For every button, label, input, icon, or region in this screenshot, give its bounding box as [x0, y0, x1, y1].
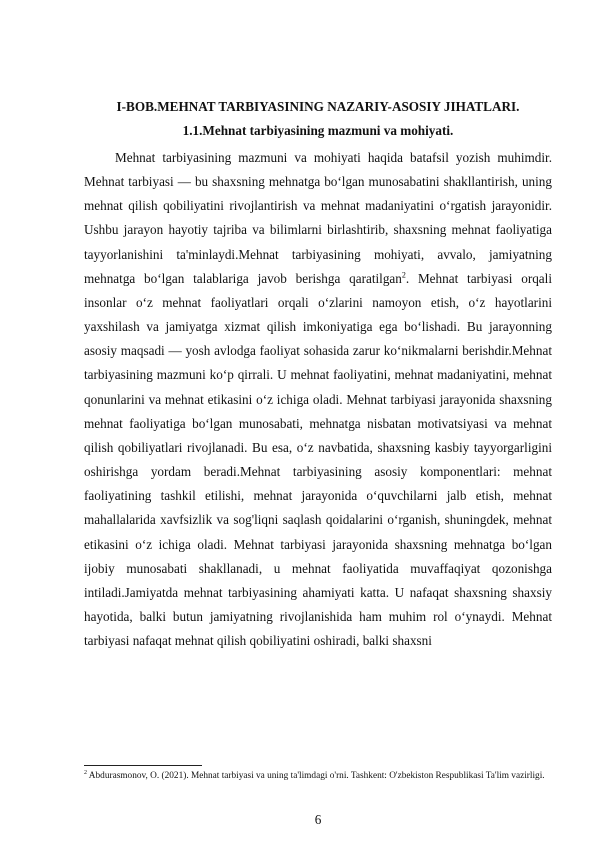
body-paragraph	[84, 146, 552, 653]
footnote-number: 2	[84, 769, 87, 776]
section-title: 1.1.Mehnat tarbiyasining mazmuni va mohiyati.	[182, 123, 454, 138]
page-number: 6	[314, 812, 322, 827]
footnote-reference[interactable]: 2	[401, 270, 406, 280]
paragraph-part-2: . Mehnat tarbiyasi orqali insonlar o‘z mehnat faoliyatlari orqali o‘zlarini namoyon etish, o‘z hayotlarini yaxshilash va jamiyatga xizmat qilish imkoniyatiga ega bo‘lishadi. Bu jarayonning asosiy maqsadi — yosh avlodga faoliyat sohasida zarur ko‘nikmalarni berishdir.Mehnat tarbiyasining mazmuni ko‘p qirrali. U mehnat faoliyatini, mehnat madaniyatini, mehnat qonunlarini va mehnat etikasini o‘z ichiga oladi. Mehnat tarbiyasi jarayonida shaxsning mehnat faoliyatiga bo‘lgan munosabati, mehnatga nisbatan motivatsiyasi va mehnat qilish qobiliyatlari rivojlanadi. Bu esa, o‘z navbatida, shaxsning kasbiy tayyorgarligini oshirishga yordam beradi.Mehnat tarbiyasining asosiy komponentlari: mehnat faoliyatining tashkil etilishi, mehnat jarayonida o‘quvchilarni jalb etish, mehnat mahallalarida xavfsizlik va sog'liqni saqlash qoidalarini o‘rganish, shuningdek, mehnat etikasini o‘z ichiga oladi. Mehnat tarbiyasi jarayonida shaxsning mehnatga bo‘lgan ijobiy munosabati shakllanadi, u mehnat faoliyatida muvaffaqiyat qozonishga intiladi.Jamiyatda mehnat tarbiyasining ahamiyati katta. U nafaqat shaxsning shaxsiy hayotida, balki butun jamiyatning rivojlanishida ham muhim rol o‘ynaydi. Mehnat tarbiyasi nafaqat mehnat qilish qobiliyatini oshiradi, balki shaxsni	[84, 270, 552, 649]
footnote-divider	[84, 765, 202, 766]
footnote	[84, 768, 552, 784]
paragraph-part-1: Mehnat tarbiyasining mazmuni va mohiyati haqida batafsil yozish muhimdir. Mehnat tarbiyasi — bu shaxsning mehnatga bo‘lgan munosabatini shakllantirish, uning mehnat qilish qobiliyatini rivojlantirish va mehnat madaniyatini o‘rgatish jarayonidir. Ushbu jarayon hayotiy tajriba va bilimlarni birlashtirib, shaxsning mehnat faoliyatiga tayyorlanishini ta'minlaydi.Mehnat tarbiyasining mohiyati, avvalo, jamiyatning mehnatga bo‘lgan talablariga javob berishga qaratilgan	[84, 150, 552, 286]
footnote-text: Abdurasmonov, O. (2021). Mehnat tarbiyasi va uning ta'limdagi o'rni. Tashkent: O'zbekiston Respublikasi Ta'lim vazirligi.	[87, 771, 545, 781]
chapter-title: I-BOB.MEHNAT TARBIYASINING NAZARIY-ASOSIY JIHATLARI.	[116, 99, 520, 114]
